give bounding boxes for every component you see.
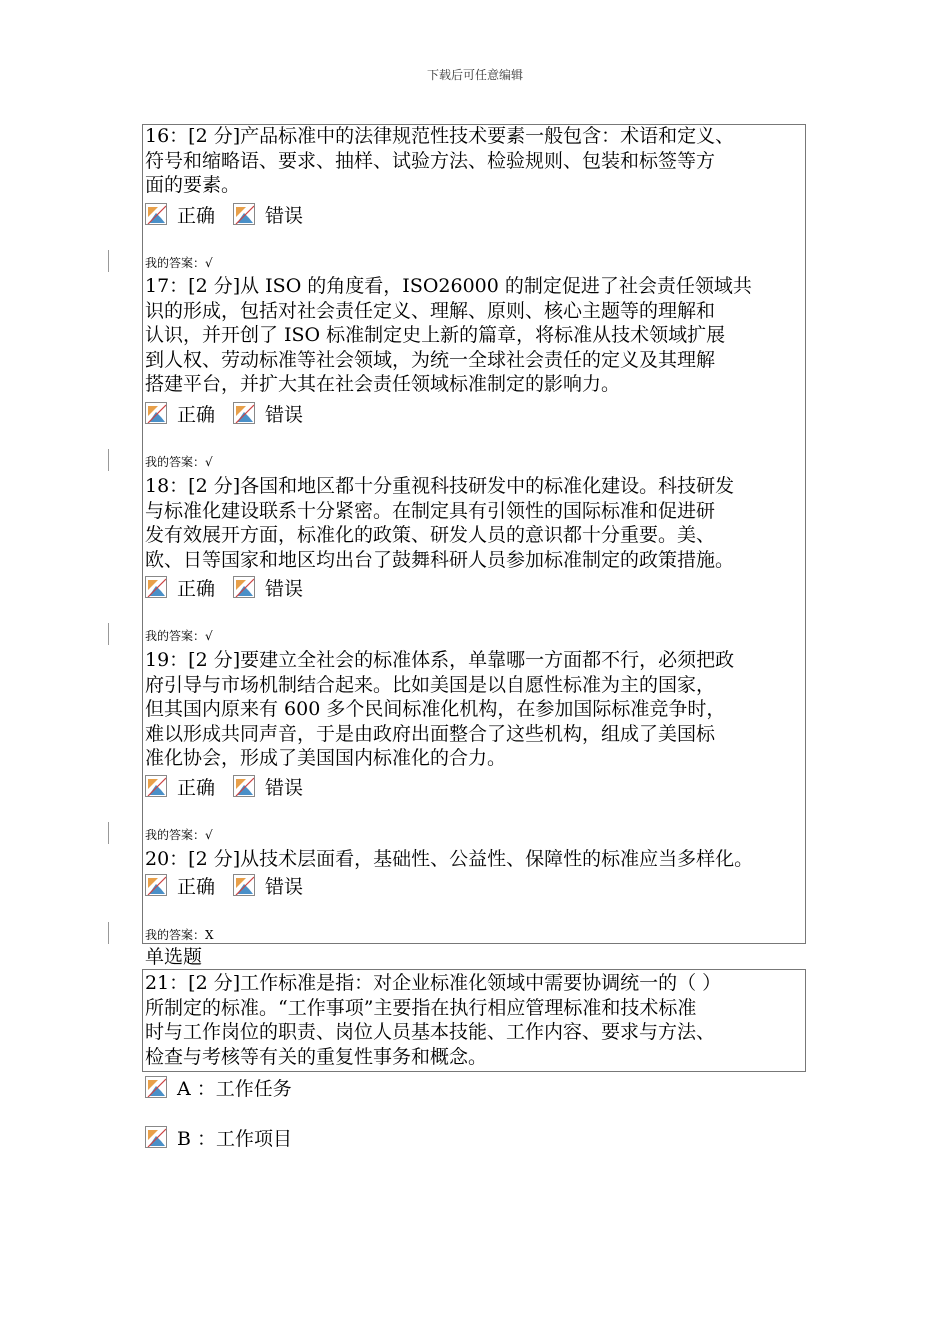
q16-option-wrong[interactable] bbox=[233, 201, 303, 228]
broken-image-icon[interactable] bbox=[145, 402, 167, 424]
answer-marker bbox=[108, 623, 109, 645]
section-title: 单选题 bbox=[145, 946, 203, 968]
question-line: 欧、日等国家和地区均出台了鼓舞科研人员参加标准制定的政策措施。 bbox=[145, 548, 735, 571]
option-label: 错误 bbox=[265, 204, 304, 227]
question-line: 搭建平台，并扩大其在社会责任领域标准制定的影响力。 bbox=[145, 373, 621, 395]
question-line: 认识，并开创了 ISO 标准制定史上新的篇章，将标准从技术领域扩展 bbox=[145, 324, 726, 346]
question-line: 21：[2 分]工作标准是指：对企业标准化领域中需要协调统一的（ ） bbox=[145, 972, 722, 994]
answer-marker bbox=[108, 449, 109, 471]
option-label: 正确 bbox=[177, 204, 216, 227]
option-label: 正确 bbox=[177, 875, 216, 898]
answer-marker bbox=[108, 250, 109, 272]
option-label: 错误 bbox=[265, 875, 304, 898]
option-label: 正确 bbox=[177, 776, 216, 799]
broken-image-icon[interactable] bbox=[145, 203, 167, 225]
question-line: 难以形成共同声音，于是由政府出面整合了这些机构，组成了美国标 bbox=[145, 722, 716, 745]
q18-my-answer: 我的答案：√ bbox=[145, 629, 213, 643]
q17-my-answer: 我的答案：√ bbox=[145, 455, 213, 469]
option-label: 错误 bbox=[265, 776, 304, 799]
option-label: A ：工作任务 bbox=[177, 1077, 292, 1100]
question-line: 但其国内原来有 600 多个民间标准化机构，在参加国际标准竞争时， bbox=[145, 698, 726, 720]
option-label: B ：工作项目 bbox=[177, 1127, 293, 1150]
q17-option-correct[interactable] bbox=[145, 400, 215, 427]
q18-option-wrong[interactable] bbox=[233, 574, 303, 601]
page-header: 下载后可任意编辑 bbox=[426, 68, 523, 82]
question-line: 检查与考核等有关的重复性事务和概念。 bbox=[145, 1045, 488, 1068]
q21-option-b[interactable] bbox=[145, 1124, 292, 1150]
q20-option-correct[interactable] bbox=[145, 872, 215, 899]
q20-my-answer: 我的答案：X bbox=[145, 928, 214, 942]
option-label: 正确 bbox=[177, 403, 216, 426]
question-16 bbox=[145, 124, 815, 198]
q18-option-correct[interactable] bbox=[145, 574, 215, 601]
q20-options bbox=[145, 872, 321, 898]
question-17 bbox=[145, 274, 815, 397]
question-line: 与标准化建设联系十分紧密。在制定具有引领性的国际标准和促进研 bbox=[145, 499, 716, 522]
broken-image-icon[interactable] bbox=[233, 203, 255, 225]
question-line: 准化协会，形成了美国国内标准化的合力。 bbox=[145, 747, 507, 769]
question-line: 发有效展开方面，标准化的政策、研发人员的意识都十分重要。美、 bbox=[145, 524, 716, 546]
question-line: 18：[2 分]各国和地区都十分重视科技研发中的标准化建设。科技研发 bbox=[145, 475, 735, 497]
q19-options bbox=[145, 773, 321, 799]
q16-option-correct[interactable] bbox=[145, 201, 215, 228]
question-line: 16：[2 分]产品标准中的法律规范性技术要素一般包含：术语和定义、 bbox=[145, 125, 735, 147]
broken-image-icon[interactable] bbox=[145, 775, 167, 797]
question-line: 所制定的标准。“工作事项”主要指在执行相应管理标准和技术标准 bbox=[145, 996, 697, 1019]
question-line: 19：[2 分]要建立全社会的标准体系，单靠哪一方面都不行，必须把政 bbox=[145, 649, 735, 671]
q19-option-wrong[interactable] bbox=[233, 773, 303, 800]
broken-image-icon[interactable] bbox=[145, 874, 167, 896]
q20-option-wrong[interactable] bbox=[233, 872, 303, 899]
broken-image-icon[interactable] bbox=[233, 775, 255, 797]
question-line: 府引导与市场机制结合起来。比如美国是以自愿性标准为主的国家， bbox=[145, 673, 716, 696]
broken-image-icon[interactable] bbox=[145, 1076, 167, 1098]
q18-options bbox=[145, 574, 321, 600]
option-label: 错误 bbox=[265, 403, 304, 426]
question-18 bbox=[145, 474, 815, 572]
q21-option-a[interactable] bbox=[145, 1074, 292, 1100]
option-label: 正确 bbox=[177, 577, 216, 600]
question-line: 面的要素。 bbox=[145, 174, 241, 196]
question-20 bbox=[145, 847, 815, 872]
question-line: 20：[2 分]从技术层面看，基础性、公益性、保障性的标准应当多样化。 bbox=[145, 848, 754, 870]
q16-my-answer: 我的答案：√ bbox=[145, 256, 213, 270]
option-label: 错误 bbox=[265, 577, 304, 600]
broken-image-icon[interactable] bbox=[233, 874, 255, 896]
question-line: 符号和缩略语、要求、抽样、试验方法、检验规则、包装和标签等方 bbox=[145, 149, 716, 172]
q17-options bbox=[145, 400, 321, 426]
broken-image-icon[interactable] bbox=[145, 576, 167, 598]
answer-marker bbox=[108, 822, 109, 844]
question-line: 识的形成，包括对社会责任定义、理解、原则、核心主题等的理解和 bbox=[145, 299, 716, 322]
broken-image-icon[interactable] bbox=[145, 1126, 167, 1148]
q16-options bbox=[145, 201, 321, 227]
answer-marker bbox=[108, 922, 109, 944]
q17-option-wrong[interactable] bbox=[233, 400, 303, 427]
question-line: 17：[2 分]从 ISO 的角度看，ISO26000 的制定促进了社会责任领域共 bbox=[145, 275, 752, 297]
question-21 bbox=[145, 971, 815, 1069]
question-line: 时与工作岗位的职责、岗位人员基本技能、工作内容、要求与方法、 bbox=[145, 1021, 716, 1043]
question-19 bbox=[145, 648, 815, 771]
q19-option-correct[interactable] bbox=[145, 773, 215, 800]
question-line: 到人权、劳动标准等社会领域，为统一全球社会责任的定义及其理解 bbox=[145, 348, 716, 371]
broken-image-icon[interactable] bbox=[233, 402, 255, 424]
broken-image-icon[interactable] bbox=[233, 576, 255, 598]
q19-my-answer: 我的答案：√ bbox=[145, 828, 213, 842]
